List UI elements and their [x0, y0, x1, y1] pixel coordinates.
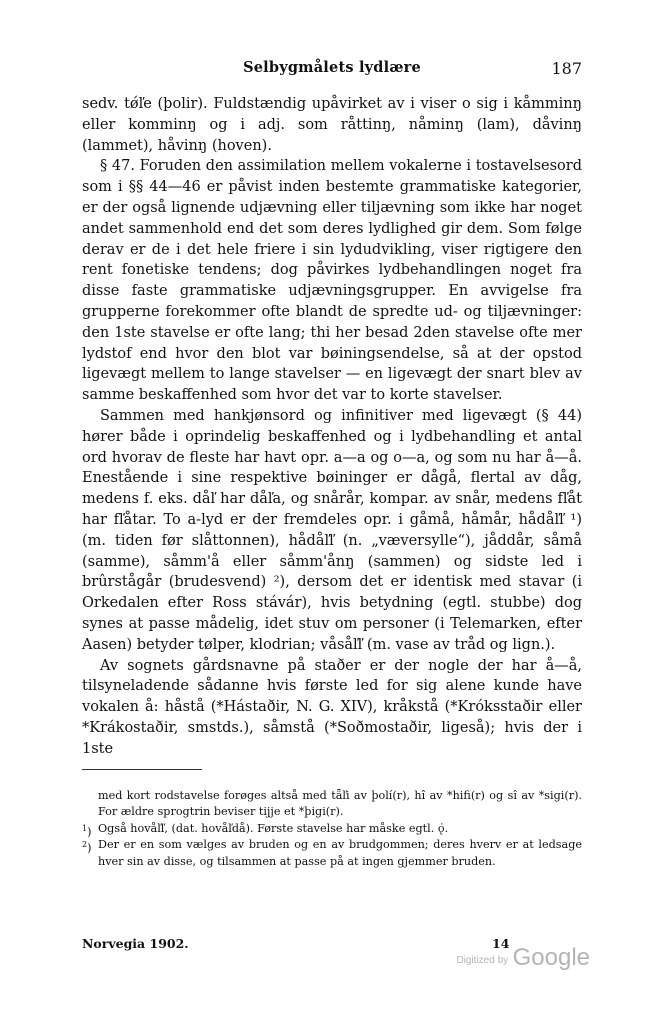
footnote-2-text: Der er en som vælges av bruden og en av brudgommen; deres hverv er at ledsage hver sin av disse, og tilsammen at passe på at ingen gjemmer bruden. — [98, 838, 582, 868]
footnote-continuation: med kort rodstavelse forøges altså med tǟľi av þolí(r), hî av *hifi(r) og sî av *sigi(r). For ældre sprogtrin beviser tijje et *þigi(r). — [98, 789, 582, 819]
footnote-1-mark: $^1$) — [82, 823, 92, 839]
page-header — [82, 59, 582, 81]
paragraph-hankjonsord: Sammen med hankjønsord og infinitiver med ligevægt (§ 44) hører både i oprindelig beskaffenhed og i lydbehandling et antal ord hvorav de fleste har havt opr. a—a og o—a, og som nu har å—å. Enestående i sine respektive bøininger er dågå, flertal av dåg, medens f. eks. dåľ har dåľa, og snårår, kompar. av snår, medens fľåt har fľåtar. To a-lyd er der fremdeles opr. i gåmå, håmår, hådåľľ ¹) (m. tiden før slåttonnen), hådåľľ (n. „væversylle“), jåddår, såmå (samme), såmm'å eller såmm'ånŋ (sammen) og sidste led i brûrstågår (brudesvend) ²), dersom det er identisk med stavar (i Orkedalen efter Ross stávár), hvis betydning (egtl. stubbe) dog synes at passe mådelig, idet stuv om personer (i Telemarken, efter Aasen) betyder tølper, klodrian; våsåľľ (m. vase av tråd og lign.). — [82, 407, 582, 653]
sheet-number: 14 — [492, 936, 510, 951]
watermark-small-text: Digitized by — [456, 955, 509, 966]
footnotes — [82, 788, 582, 870]
paragraph-continuation: sedv. tǿľe (þolir). Fuldstændig upåvirket av i viser o sig i kåmminŋ eller komminŋ og i adj. som råttinŋ, nåminŋ (lam), dåvinŋ (lammet), håvinŋ (hoven). — [82, 96, 582, 154]
main-text — [82, 94, 582, 760]
footnote-rule — [82, 769, 202, 770]
page-number: 187 — [551, 59, 582, 78]
footnote-1 — [82, 821, 582, 837]
paragraph-section-47: § 47. Foruden den assimilation mellem vokalerne i tostavelsesord som i §§ 44—46 er påvist inden bestemte grammatiske kategorier, er der også lignende udjævning eller tiljævning som ikke har noget andet sammenhold end det som deres lydlighed gir dem. Som følge derav er de i det hele friere i sin lydudvikling, viser rigtigere den rent fonetiske tendens; dog påvirkes lydbehandlingen noget fra disse faste grammatiske udjævningsgrupper. En avvigelse fra grupperne forekommer ofte blandt de spredte ud- og tiljævninger: den 1ste stavelse er ofte lang; thi her besad 2den stavelse ofte mer lydstof end hvor den blot var bøiningsendelse, så at der opstod ligevægt mellem to lange stavelser — en ligevægt der snart blev av samme beskaffenhed som hvor det var to korte stavelser. — [82, 158, 582, 404]
paragraph-gardsnavne: Av sognets gårdsnavne på staðer er der nogle der har å—å, tilsyneladende sådanne hvis første led for sig alene kunde have vokalen å: håstå (*Hástaðir, N. G. XIV), kråkstå (*Króksstaðir eller *Krákostaðir, smstds.), såmstå (*Soðmostaðir, ligeså); hvis der i 1ste — [82, 657, 582, 757]
digitized-watermark — [456, 944, 590, 972]
page-footer — [82, 936, 590, 976]
footnote-1-text: Også hovåľľ, (dat. hovåľdå). Første stavelse har måske egtl. ǫ̇. — [98, 821, 449, 835]
running-title: Selbygmålets lydlære — [243, 59, 421, 76]
footnote-2 — [82, 837, 582, 870]
footnote-2-mark: $^2$) — [82, 840, 92, 855]
footer-signature: Norvegia 1902. — [82, 936, 189, 951]
watermark-logo-text: Google — [512, 944, 590, 971]
